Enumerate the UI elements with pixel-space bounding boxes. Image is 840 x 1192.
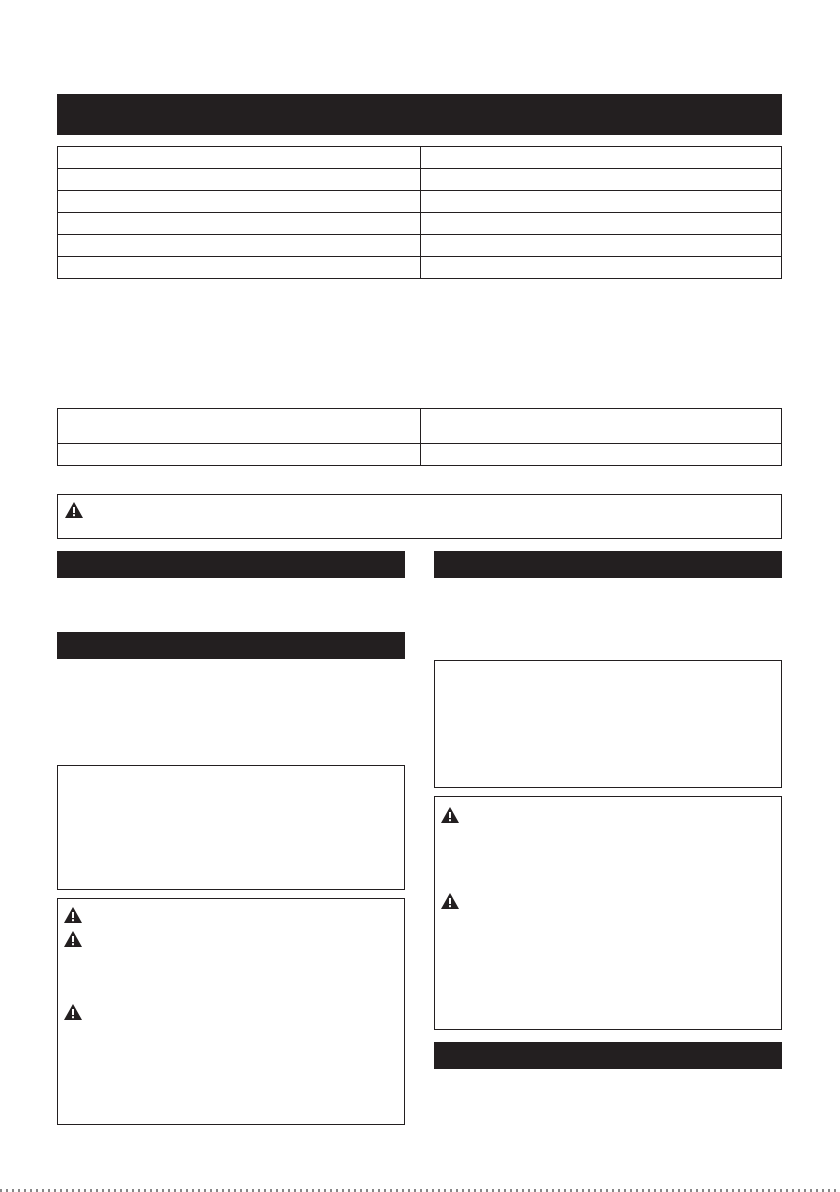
- table-cell: [421, 169, 782, 191]
- warning-triangle-icon: [63, 1003, 83, 1021]
- left-section-body-1: [57, 582, 405, 626]
- table-cell: [58, 213, 421, 235]
- left-warning-box: [57, 898, 405, 1125]
- page-title-bar: [57, 94, 782, 135]
- table-row: [58, 257, 782, 279]
- table-cell: [58, 235, 421, 257]
- table-row: [58, 191, 782, 213]
- left-section-heading-2: [57, 632, 405, 659]
- table-row: [58, 213, 782, 235]
- table-cell: [58, 444, 421, 466]
- warning-triangle-icon: [440, 806, 460, 824]
- right-section-body-1: [434, 582, 782, 654]
- table-row: [58, 409, 782, 444]
- warning-banner: [57, 494, 782, 539]
- right-section-heading-2: [434, 1042, 782, 1069]
- left-section-heading-1: [57, 551, 405, 578]
- table-row: [58, 169, 782, 191]
- warning-triangle-icon: [63, 930, 83, 948]
- right-section-heading-1: [434, 551, 782, 578]
- table-cell: [421, 409, 782, 444]
- warning-triangle-icon: [63, 906, 83, 924]
- warning-triangle-icon: [64, 501, 84, 519]
- table-cell: [58, 147, 421, 169]
- table-cell: [421, 444, 782, 466]
- battery-table: [57, 408, 782, 466]
- warning-triangle-icon: [440, 892, 460, 910]
- table-cell: [421, 257, 782, 279]
- left-note-box: [57, 765, 405, 890]
- right-note-box: [434, 660, 782, 788]
- right-warning-box: [434, 796, 782, 1030]
- table-cell: [421, 235, 782, 257]
- table-cell: [421, 213, 782, 235]
- specifications-table: [57, 146, 782, 279]
- table-cell: [58, 409, 421, 444]
- left-section-body-2: [57, 663, 405, 758]
- table-cell: [421, 147, 782, 169]
- table-cell: [58, 191, 421, 213]
- table-row: [58, 444, 782, 466]
- table-cell: [58, 257, 421, 279]
- table-cell: [58, 169, 421, 191]
- table-cell: [421, 191, 782, 213]
- table-row: [58, 235, 782, 257]
- table-row: [58, 147, 782, 169]
